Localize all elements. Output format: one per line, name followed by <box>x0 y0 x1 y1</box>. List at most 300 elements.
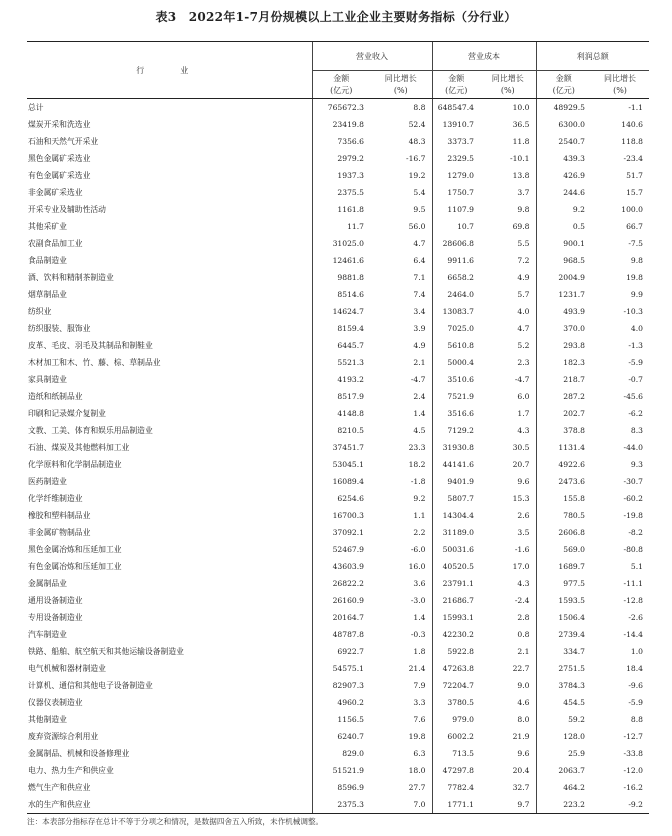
industry-name-cell: 开采专业及辅助性活动 <box>28 205 106 214</box>
table-row <box>27 320 649 337</box>
profit-growth-cell: 4.0 <box>630 324 643 333</box>
cost-amount-cell: 42230.2 <box>432 626 480 643</box>
cost-growth-cell: 5.2 <box>517 341 530 350</box>
profit-amount-cell: 2063.7 <box>536 762 591 779</box>
revenue-amount-cell: 8596.9 <box>312 779 370 796</box>
revenue-growth-cell: -4.7 <box>410 375 426 384</box>
cost-amount-header: 金额 (亿元) <box>432 71 480 99</box>
industry-name-cell: 纺织服装、服饰业 <box>28 324 91 333</box>
cost-growth-cell: 9.7 <box>480 796 536 814</box>
table-row <box>27 558 649 575</box>
revenue-amount-cell: 1161.8 <box>312 201 370 218</box>
table-row <box>27 762 649 779</box>
revenue-amount-cell: 52467.9 <box>312 541 370 558</box>
cost-amount-cell: 3510.6 <box>432 371 480 388</box>
profit-amount-cell: 454.5 <box>536 694 591 711</box>
revenue-growth-cell: 3.3 <box>413 698 426 707</box>
industry-name-cell: 汽车制造业 <box>28 630 67 639</box>
cost-growth-cell: 4.3 <box>517 579 530 588</box>
table-row <box>27 643 649 660</box>
profit-amount-cell: 977.5 <box>536 575 591 592</box>
cost-amount-cell: 3780.5 <box>432 694 480 711</box>
cost-growth-cell: 22.7 <box>512 664 530 673</box>
cost-amount-cell: 21686.7 <box>432 592 480 609</box>
profit-amount-cell: 780.5 <box>536 507 591 524</box>
industry-name-cell: 食品制造业 <box>28 256 67 265</box>
cost-growth-cell: 20.7 <box>512 460 530 469</box>
cost-growth-cell: 13.8 <box>512 171 530 180</box>
cost-amount-cell: 47297.8 <box>432 762 480 779</box>
profit-amount-cell: 378.8 <box>536 422 591 439</box>
revenue-growth-cell: 27.7 <box>408 783 426 792</box>
cost-growth-cell: 8.0 <box>517 715 530 724</box>
profit-growth-cell: -14.4 <box>623 630 643 639</box>
revenue-growth-cell: 2.1 <box>413 358 426 367</box>
cost-amount-cell: 40520.5 <box>432 558 480 575</box>
cost-growth-cell: 7.2 <box>517 256 530 265</box>
revenue-growth-header: 同比增长 (%) <box>370 71 432 99</box>
profit-group-header: 利润总额 <box>536 42 649 71</box>
revenue-amount-cell: 6445.7 <box>312 337 370 354</box>
industry-name-cell: 煤炭开采和洗选业 <box>28 120 91 129</box>
profit-growth-cell: -5.9 <box>628 358 643 367</box>
profit-amount-cell: 493.9 <box>536 303 591 320</box>
profit-growth-cell: -45.6 <box>623 392 643 401</box>
table-row <box>27 490 649 507</box>
table-row <box>27 218 649 235</box>
revenue-growth-cell: 1.1 <box>413 511 426 520</box>
cost-amount-cell: 2329.5 <box>432 150 480 167</box>
industry-name-cell: 烟草制品业 <box>28 290 67 299</box>
revenue-growth-cell: 19.8 <box>408 732 426 741</box>
industry-name-cell: 通用设备制造业 <box>28 596 83 605</box>
industry-name-cell: 皮革、毛皮、羽毛及其制品和制鞋业 <box>28 341 153 350</box>
profit-amount-cell: 334.7 <box>536 643 591 660</box>
revenue-amount-cell: 2375.3 <box>312 796 370 814</box>
table-row <box>27 728 649 745</box>
cost-growth-cell: 4.3 <box>517 426 530 435</box>
industry-name-cell: 非金属矿物制品业 <box>28 528 91 537</box>
revenue-growth-cell: 8.8 <box>413 103 426 112</box>
profit-amount-cell: 426.9 <box>536 167 591 184</box>
cost-growth-cell: -1.6 <box>514 545 530 554</box>
cost-growth-cell: 1.7 <box>517 409 530 418</box>
table-row <box>27 779 649 796</box>
cost-amount-cell: 9911.6 <box>432 252 480 269</box>
cost-growth-cell: 4.0 <box>517 307 530 316</box>
cost-growth-cell: 9.0 <box>517 681 530 690</box>
profit-growth-cell: 8.3 <box>630 426 643 435</box>
table-row <box>27 184 649 201</box>
profit-amount-cell: 439.3 <box>536 150 591 167</box>
profit-growth-cell: -9.6 <box>628 681 643 690</box>
revenue-amount-cell: 8514.6 <box>312 286 370 303</box>
profit-growth-cell: -8.2 <box>628 528 643 537</box>
profit-amount-cell: 218.7 <box>536 371 591 388</box>
revenue-growth-cell: 7.9 <box>413 681 426 690</box>
profit-amount-cell: 128.0 <box>536 728 591 745</box>
industry-column-header: 行 业 <box>27 42 312 99</box>
revenue-growth-cell: 7.1 <box>413 273 426 282</box>
profit-growth-cell: 66.7 <box>626 222 643 231</box>
cost-amount-cell: 23791.1 <box>432 575 480 592</box>
profit-growth-cell: -30.7 <box>623 477 643 486</box>
industry-name-cell: 石油和天然气开采业 <box>28 137 99 146</box>
cost-growth-cell: 17.0 <box>512 562 530 571</box>
cost-growth-cell: 10.0 <box>512 103 530 112</box>
revenue-amount-cell: 6240.7 <box>312 728 370 745</box>
revenue-amount-cell: 12461.6 <box>312 252 370 269</box>
profit-growth-cell: -5.9 <box>628 698 643 707</box>
profit-growth-cell: 19.8 <box>626 273 643 282</box>
revenue-growth-cell: -0.3 <box>410 630 426 639</box>
cost-growth-cell: 9.6 <box>517 749 530 758</box>
cost-amount-cell: 31189.0 <box>432 524 480 541</box>
revenue-growth-cell: 4.5 <box>413 426 426 435</box>
industry-name-cell: 其他采矿业 <box>28 222 67 231</box>
revenue-growth-cell: 48.3 <box>408 137 426 146</box>
profit-amount-cell: 4922.6 <box>536 456 591 473</box>
revenue-amount-cell: 6254.6 <box>312 490 370 507</box>
revenue-growth-cell: 2.2 <box>413 528 426 537</box>
revenue-amount-cell: 765672.3 <box>312 99 370 117</box>
revenue-growth-cell: 9.5 <box>413 205 426 214</box>
cost-amount-cell: 9401.9 <box>432 473 480 490</box>
industry-name-cell: 纺织业 <box>28 307 52 316</box>
profit-growth-cell: -23.4 <box>623 154 643 163</box>
revenue-amount-cell: 82907.3 <box>312 677 370 694</box>
profit-growth-cell: -11.1 <box>623 579 643 588</box>
revenue-growth-cell: 4.7 <box>413 239 426 248</box>
cost-growth-cell: 32.7 <box>512 783 530 792</box>
cost-amount-cell: 5610.8 <box>432 337 480 354</box>
revenue-amount-cell: 8159.4 <box>312 320 370 337</box>
revenue-growth-cell: 6.3 <box>413 749 426 758</box>
profit-amount-cell: 1131.4 <box>536 439 591 456</box>
cost-growth-cell: -10.1 <box>510 154 530 163</box>
table-row <box>27 252 649 269</box>
cost-amount-cell: 10.7 <box>432 218 480 235</box>
table-row <box>27 167 649 184</box>
profit-amount-cell: 6300.0 <box>536 116 591 133</box>
cost-growth-cell: 3.7 <box>517 188 530 197</box>
profit-amount-cell: 900.1 <box>536 235 591 252</box>
revenue-amount-cell: 4193.2 <box>312 371 370 388</box>
cost-growth-header: 同比增长 (%) <box>480 71 536 99</box>
profit-growth-cell: 15.7 <box>626 188 643 197</box>
profit-amount-header: 金额 (亿元) <box>536 71 591 99</box>
profit-amount-cell: 370.0 <box>536 320 591 337</box>
industry-name-cell: 计算机、通信和其他电子设备制造业 <box>28 681 153 690</box>
cost-amount-cell: 15993.1 <box>432 609 480 626</box>
revenue-growth-cell: 7.6 <box>413 715 426 724</box>
revenue-amount-cell: 37451.7 <box>312 439 370 456</box>
revenue-growth-cell: 23.3 <box>408 443 426 452</box>
revenue-growth-cell: 1.8 <box>413 647 426 656</box>
table-row <box>27 150 649 167</box>
cost-growth-cell: -2.4 <box>514 596 530 605</box>
cost-amount-cell: 3516.6 <box>432 405 480 422</box>
cost-amount-cell: 7025.0 <box>432 320 480 337</box>
revenue-amount-cell: 1156.5 <box>312 711 370 728</box>
cost-amount-cell: 5807.7 <box>432 490 480 507</box>
cost-growth-cell: 9.6 <box>517 477 530 486</box>
profit-growth-cell: 118.8 <box>621 137 643 146</box>
table-row <box>27 694 649 711</box>
table-title: 表3 2022年1-7月份规模以上工业企业主要财务指标（分行业） <box>155 10 517 24</box>
profit-amount-cell: 0.5 <box>536 218 591 235</box>
profit-growth-cell: 18.4 <box>626 664 643 673</box>
table-row <box>27 99 649 117</box>
revenue-growth-cell: 56.0 <box>408 222 426 231</box>
revenue-amount-cell: 6922.7 <box>312 643 370 660</box>
profit-amount-cell: 2751.5 <box>536 660 591 677</box>
industry-name-cell: 木材加工和木、竹、藤、棕、草制品业 <box>28 358 161 367</box>
industry-name-cell: 黑色金属冶炼和压延加工业 <box>28 545 122 554</box>
revenue-growth-cell: 18.0 <box>408 766 426 775</box>
profit-growth-header: 同比增长 (%) <box>591 71 649 99</box>
table-row <box>27 422 649 439</box>
profit-amount-cell: 2540.7 <box>536 133 591 150</box>
cost-amount-cell: 72204.7 <box>432 677 480 694</box>
profit-amount-cell: 2739.4 <box>536 626 591 643</box>
revenue-growth-cell: 3.4 <box>413 307 426 316</box>
revenue-amount-cell: 16700.3 <box>312 507 370 524</box>
cost-amount-cell: 648547.4 <box>432 99 480 117</box>
revenue-amount-cell: 20164.7 <box>312 609 370 626</box>
revenue-amount-cell: 5521.3 <box>312 354 370 371</box>
profit-growth-cell: -60.2 <box>623 494 643 503</box>
table-row <box>27 507 649 524</box>
revenue-amount-cell: 14624.7 <box>312 303 370 320</box>
industry-name-cell: 废弃资源综合利用业 <box>28 732 99 741</box>
profit-growth-cell: -7.5 <box>628 239 643 248</box>
profit-growth-cell: -19.8 <box>623 511 643 520</box>
industry-name-cell: 专用设备制造业 <box>28 613 83 622</box>
industry-name-cell: 酒、饮料和精制茶制造业 <box>28 273 114 282</box>
profit-amount-cell: 3784.3 <box>536 677 591 694</box>
revenue-growth-cell: 7.4 <box>413 290 426 299</box>
cost-growth-cell: 4.9 <box>517 273 530 282</box>
profit-growth-cell: -10.3 <box>623 307 643 316</box>
profit-amount-cell: 569.0 <box>536 541 591 558</box>
profit-growth-cell: -33.8 <box>623 749 643 758</box>
revenue-growth-cell: 5.4 <box>413 188 426 197</box>
industry-name-cell: 橡胶和塑料制品业 <box>28 511 91 520</box>
cost-amount-cell: 979.0 <box>432 711 480 728</box>
industry-name-cell: 金属制品、机械和设备修理业 <box>28 749 130 758</box>
profit-amount-cell: 293.8 <box>536 337 591 354</box>
revenue-amount-cell: 8210.5 <box>312 422 370 439</box>
industry-name-cell: 文教、工美、体育和娱乐用品制造业 <box>28 426 153 435</box>
cost-growth-cell: 4.7 <box>517 324 530 333</box>
revenue-group-header: 营业收入 <box>312 42 432 71</box>
profit-amount-cell: 1506.4 <box>536 609 591 626</box>
revenue-growth-cell: 3.6 <box>413 579 426 588</box>
cost-growth-cell: 21.9 <box>512 732 530 741</box>
header-row-groups <box>27 42 649 71</box>
table-row <box>27 371 649 388</box>
profit-growth-cell: 140.6 <box>621 120 643 129</box>
revenue-growth-cell: 21.4 <box>408 664 426 673</box>
cost-growth-cell: 2.1 <box>517 647 530 656</box>
profit-amount-cell: 9.2 <box>536 201 591 218</box>
revenue-amount-cell: 11.7 <box>312 218 370 235</box>
profit-growth-cell: 8.8 <box>630 715 643 724</box>
industry-name-cell: 非金属矿采选业 <box>28 188 83 197</box>
table-row <box>27 133 649 150</box>
revenue-amount-cell: 26822.2 <box>312 575 370 592</box>
cost-growth-cell: 36.5 <box>512 120 530 129</box>
profit-growth-cell: 5.1 <box>630 562 643 571</box>
table-row <box>27 745 649 762</box>
profit-growth-cell: -0.7 <box>628 375 643 384</box>
table-row <box>27 609 649 626</box>
profit-growth-cell: 1.0 <box>630 647 643 656</box>
revenue-amount-cell: 9881.8 <box>312 269 370 286</box>
cost-growth-cell: 0.8 <box>517 630 530 639</box>
revenue-amount-cell: 37092.1 <box>312 524 370 541</box>
profit-growth-cell: -12.7 <box>623 732 643 741</box>
table-row <box>27 439 649 456</box>
table-row <box>27 354 649 371</box>
revenue-growth-cell: 1.4 <box>413 613 426 622</box>
profit-amount-cell: 48929.5 <box>536 99 591 117</box>
revenue-amount-cell: 16089.4 <box>312 473 370 490</box>
industry-name-cell: 金属制品业 <box>28 579 67 588</box>
industry-name-cell: 化学纤维制造业 <box>28 494 83 503</box>
table-row <box>27 116 649 133</box>
industry-name-cell: 农副食品加工业 <box>28 239 83 248</box>
industry-name-cell: 家具制造业 <box>28 375 67 384</box>
cost-growth-cell: 20.4 <box>512 766 530 775</box>
profit-amount-cell: 182.3 <box>536 354 591 371</box>
table-body <box>27 99 649 814</box>
cost-amount-cell: 5922.8 <box>432 643 480 660</box>
profit-growth-cell: -12.8 <box>623 596 643 605</box>
revenue-amount-cell: 53045.1 <box>312 456 370 473</box>
industry-name-cell: 其他制造业 <box>28 715 67 724</box>
cost-amount-cell: 31930.8 <box>432 439 480 456</box>
revenue-amount-cell: 4960.2 <box>312 694 370 711</box>
industry-name-cell: 有色金属冶炼和压延加工业 <box>28 562 122 571</box>
revenue-growth-cell: 3.9 <box>413 324 426 333</box>
table-row <box>27 473 649 490</box>
table-row <box>27 796 649 814</box>
revenue-amount-cell: 829.0 <box>312 745 370 762</box>
cost-amount-cell: 44141.6 <box>432 456 480 473</box>
revenue-amount-cell: 4148.8 <box>312 405 370 422</box>
cost-amount-cell: 13083.7 <box>432 303 480 320</box>
cost-amount-cell: 6002.2 <box>432 728 480 745</box>
revenue-growth-cell: 7.0 <box>370 796 432 814</box>
industry-name-cell: 电力、热力生产和供应业 <box>28 766 114 775</box>
revenue-growth-cell: -1.8 <box>410 477 426 486</box>
industry-name-cell: 造纸和纸制品业 <box>28 392 83 401</box>
revenue-growth-cell: -6.0 <box>410 545 426 554</box>
cost-amount-cell: 7521.9 <box>432 388 480 405</box>
industry-name-cell: 石油、煤炭及其他燃料加工业 <box>28 443 130 452</box>
cost-growth-cell: 30.5 <box>512 443 530 452</box>
cost-amount-cell: 1750.7 <box>432 184 480 201</box>
industry-name-cell: 电气机械和器材制造业 <box>28 664 106 673</box>
table-row <box>27 541 649 558</box>
profit-growth-cell: 100.0 <box>621 205 643 214</box>
revenue-growth-cell: 4.9 <box>413 341 426 350</box>
table-row <box>27 660 649 677</box>
cost-growth-cell: 2.3 <box>517 358 530 367</box>
revenue-growth-cell: 19.2 <box>408 171 426 180</box>
table-row <box>27 405 649 422</box>
cost-amount-cell: 7782.4 <box>432 779 480 796</box>
cost-growth-cell: 15.3 <box>512 494 530 503</box>
profit-growth-cell: 9.8 <box>630 256 643 265</box>
profit-amount-cell: 464.2 <box>536 779 591 796</box>
table-footnote: 注：本表部分指标存在总计不等于分项之和情况，是数据四舍五入所致，未作机械调整。 <box>27 817 324 826</box>
industry-name-cell: 水的生产和供应业 <box>27 796 312 814</box>
table-row <box>27 201 649 218</box>
cost-growth-cell: 6.0 <box>517 392 530 401</box>
table-row <box>27 388 649 405</box>
revenue-growth-cell: -16.7 <box>406 154 426 163</box>
revenue-growth-cell: 2.4 <box>413 392 426 401</box>
revenue-growth-cell: 1.4 <box>413 409 426 418</box>
revenue-amount-cell: 51521.9 <box>312 762 370 779</box>
industry-name-cell: 黑色金属矿采选业 <box>28 154 91 163</box>
profit-amount-cell: 155.8 <box>536 490 591 507</box>
cost-growth-cell: 69.8 <box>512 222 530 231</box>
table-row <box>27 592 649 609</box>
profit-growth-cell: 51.7 <box>626 171 643 180</box>
cost-growth-cell: 3.5 <box>517 528 530 537</box>
revenue-amount-cell: 43603.9 <box>312 558 370 575</box>
table-row <box>27 337 649 354</box>
revenue-amount-cell: 7356.6 <box>312 133 370 150</box>
cost-amount-cell: 2464.0 <box>432 286 480 303</box>
table-row <box>27 711 649 728</box>
profit-amount-cell: 202.7 <box>536 405 591 422</box>
financial-indicators-table-wrap <box>27 41 649 814</box>
cost-amount-cell: 3373.7 <box>432 133 480 150</box>
industry-name-cell: 仪器仪表制造业 <box>28 698 83 707</box>
industry-name-cell: 铁路、船舶、航空航天和其他运输设备制造业 <box>28 647 184 656</box>
profit-growth-cell: -2.6 <box>628 613 643 622</box>
revenue-growth-cell: -3.0 <box>410 596 426 605</box>
industry-name-cell: 印刷和记录媒介复制业 <box>28 409 106 418</box>
profit-growth-cell: -12.0 <box>623 766 643 775</box>
cost-amount-cell: 6658.2 <box>432 269 480 286</box>
revenue-amount-cell: 2375.5 <box>312 184 370 201</box>
profit-growth-cell: -44.0 <box>623 443 643 452</box>
cost-growth-cell: 2.8 <box>517 613 530 622</box>
table-row <box>27 269 649 286</box>
table-row <box>27 303 649 320</box>
profit-growth-cell: 9.3 <box>630 460 643 469</box>
profit-amount-cell: 1689.7 <box>536 558 591 575</box>
revenue-amount-header: 金额 (亿元) <box>312 71 370 99</box>
table-row <box>27 575 649 592</box>
table-row <box>27 235 649 252</box>
revenue-amount-cell: 1937.3 <box>312 167 370 184</box>
profit-growth-cell: -9.2 <box>591 796 649 814</box>
cost-growth-cell: 4.6 <box>517 698 530 707</box>
profit-growth-cell: -1.3 <box>628 341 643 350</box>
profit-growth-cell: -16.2 <box>623 783 643 792</box>
revenue-growth-cell: 18.2 <box>408 460 426 469</box>
profit-growth-cell: -6.2 <box>628 409 643 418</box>
revenue-amount-cell: 2979.2 <box>312 150 370 167</box>
profit-amount-cell: 1593.5 <box>536 592 591 609</box>
